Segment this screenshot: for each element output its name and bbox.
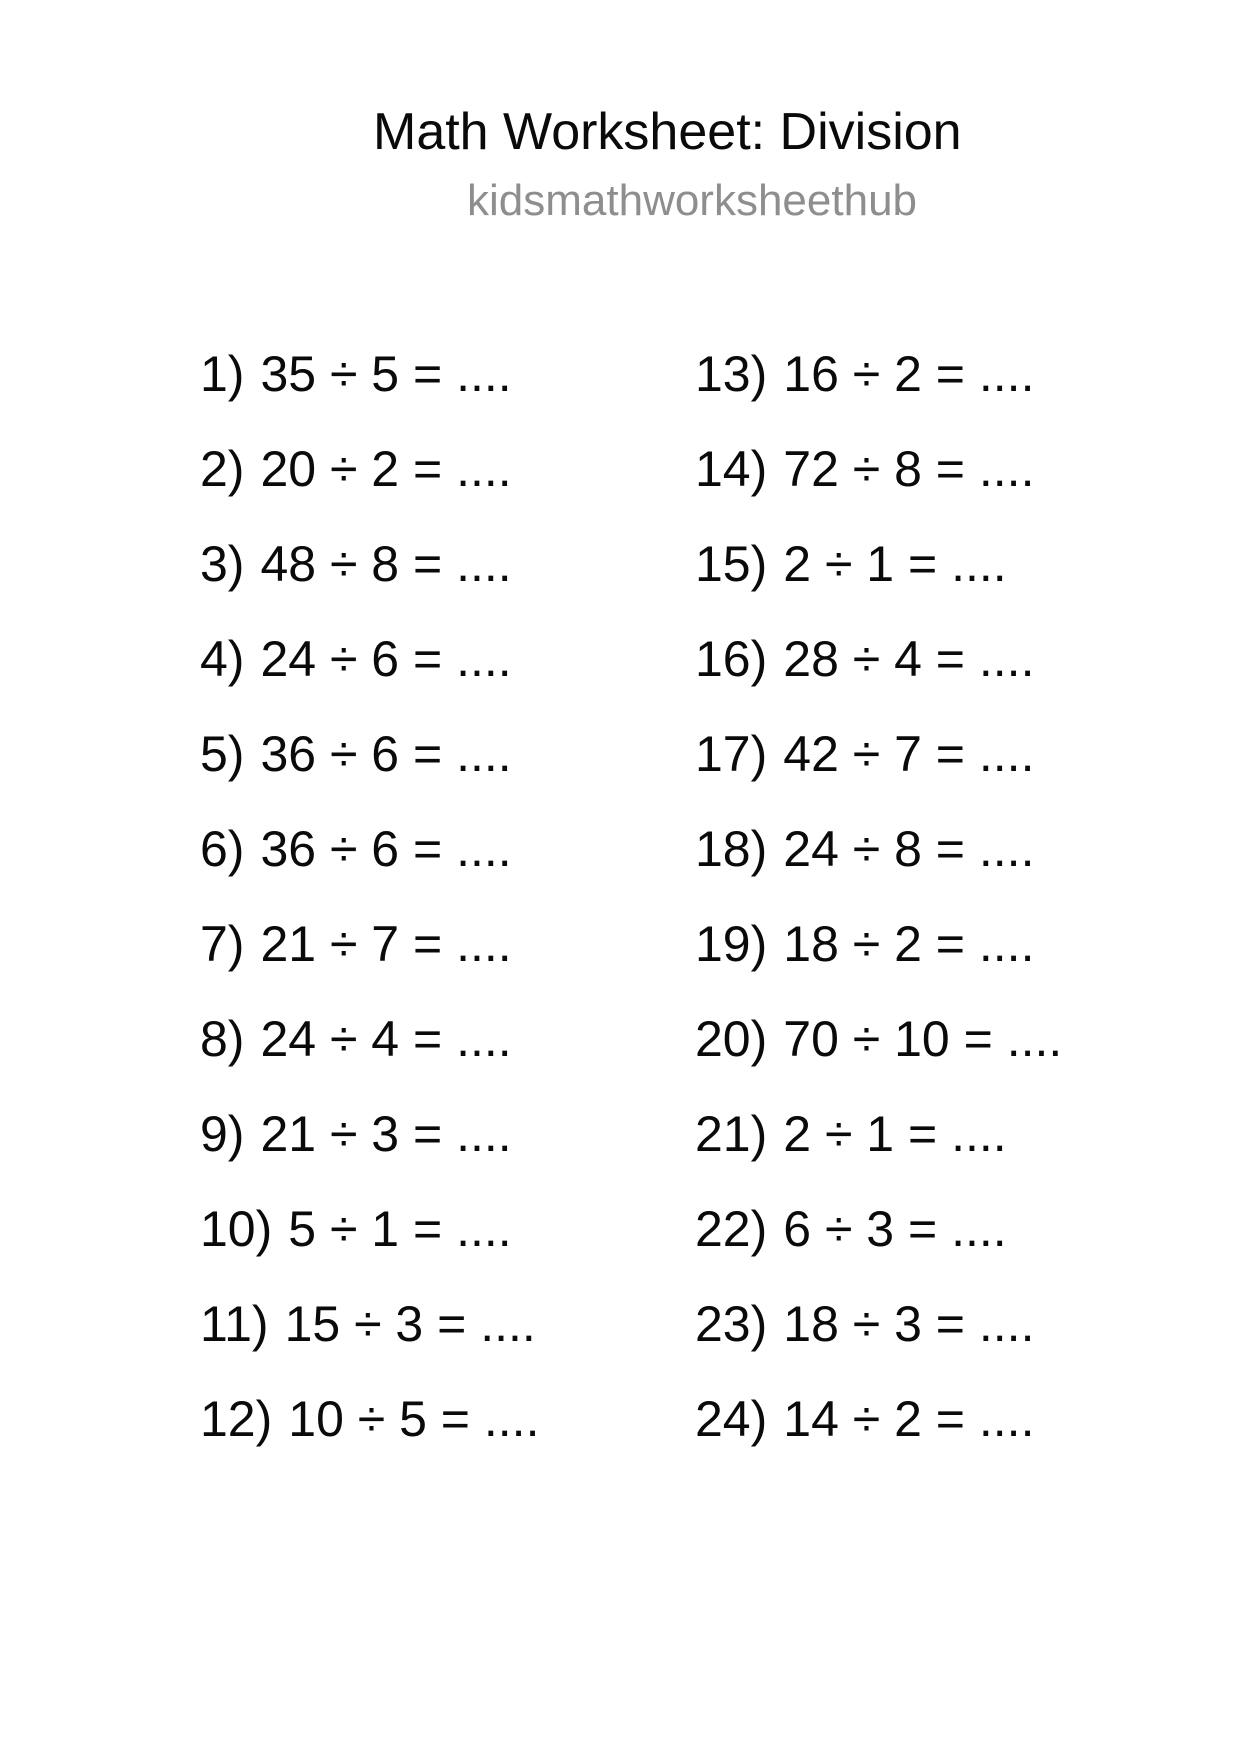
problem-row-5: [200, 706, 539, 801]
problem-expression: 21 ÷ 3 = ....: [260, 1105, 512, 1162]
problem-expression: 24 ÷ 6 = ....: [260, 630, 512, 687]
problem-row-14: [695, 421, 1062, 516]
problem-row-13: [695, 326, 1062, 421]
problem-expression: 18 ÷ 2 = ....: [783, 915, 1035, 972]
problem-row-18: [695, 801, 1062, 896]
problem-row-7: [200, 896, 539, 991]
problem-expression: 24 ÷ 4 = ....: [260, 1010, 512, 1067]
problem-expression: 18 ÷ 3 = ....: [783, 1295, 1035, 1352]
problem-number: 6): [200, 820, 245, 877]
problem-number: 2): [200, 440, 245, 497]
problem-number: 4): [200, 630, 245, 687]
page-title: Math Worksheet: Division: [373, 103, 962, 161]
problem-row-8: [200, 991, 539, 1086]
problem-number: 22): [695, 1200, 768, 1257]
problem-expression: 2 ÷ 1 = ....: [783, 535, 1007, 592]
problem-expression: 70 ÷ 10 = ....: [783, 1010, 1063, 1067]
problem-row-4: [200, 611, 539, 706]
problems-column-left: [200, 326, 539, 1466]
problem-row-23: [695, 1276, 1062, 1371]
problem-expression: 35 ÷ 5 = ....: [260, 345, 512, 402]
problem-row-12: [200, 1371, 539, 1466]
problem-expression: 5 ÷ 1 = ....: [288, 1200, 512, 1257]
problem-row-20: [695, 991, 1062, 1086]
problem-row-22: [695, 1181, 1062, 1276]
problem-number: 1): [200, 345, 245, 402]
problem-number: 17): [695, 725, 768, 782]
problem-expression: 36 ÷ 6 = ....: [260, 725, 512, 782]
problem-row-15: [695, 516, 1062, 611]
problem-row-2: [200, 421, 539, 516]
page-subtitle: kidsmathworksheethub: [467, 176, 918, 225]
problem-number: 18): [695, 820, 768, 877]
problem-row-6: [200, 801, 539, 896]
problem-number: 11): [200, 1295, 269, 1352]
problem-expression: 72 ÷ 8 = ....: [783, 440, 1035, 497]
problem-number: 9): [200, 1105, 245, 1162]
problem-number: 3): [200, 535, 245, 592]
problem-row-21: [695, 1086, 1062, 1181]
problem-number: 5): [200, 725, 245, 782]
problem-expression: 42 ÷ 7 = ....: [783, 725, 1035, 782]
problem-row-10: [200, 1181, 539, 1276]
problem-expression: 14 ÷ 2 = ....: [783, 1390, 1035, 1447]
problem-number: 7): [200, 915, 245, 972]
problem-number: 13): [695, 345, 768, 402]
problem-number: 23): [695, 1295, 768, 1352]
problem-number: 8): [200, 1010, 245, 1067]
problem-number: 19): [695, 915, 768, 972]
problem-number: 24): [695, 1390, 768, 1447]
problem-number: 10): [200, 1200, 273, 1257]
problem-expression: 21 ÷ 7 = ....: [260, 915, 512, 972]
problem-expression: 28 ÷ 4 = ....: [783, 630, 1035, 687]
problem-number: 12): [200, 1390, 273, 1447]
problem-row-19: [695, 896, 1062, 991]
problem-row-16: [695, 611, 1062, 706]
problem-row-17: [695, 706, 1062, 801]
problem-row-1: [200, 326, 539, 421]
problem-number: 21): [695, 1105, 768, 1162]
problem-row-24: [695, 1371, 1062, 1466]
problem-number: 16): [695, 630, 768, 687]
problem-expression: 48 ÷ 8 = ....: [260, 535, 512, 592]
problem-expression: 24 ÷ 8 = ....: [783, 820, 1035, 877]
problem-number: 14): [695, 440, 768, 497]
problem-number: 20): [695, 1010, 768, 1067]
problem-expression: 16 ÷ 2 = ....: [783, 345, 1035, 402]
problem-row-9: [200, 1086, 539, 1181]
problems-column-right: [695, 326, 1062, 1466]
problem-expression: 36 ÷ 6 = ....: [260, 820, 512, 877]
problem-expression: 20 ÷ 2 = ....: [260, 440, 512, 497]
problem-expression: 6 ÷ 3 = ....: [783, 1200, 1007, 1257]
problem-row-3: [200, 516, 539, 611]
problem-expression: 15 ÷ 3 = ....: [284, 1295, 536, 1352]
problem-number: 15): [695, 535, 768, 592]
problem-expression: 10 ÷ 5 = ....: [288, 1390, 540, 1447]
problem-expression: 2 ÷ 1 = ....: [783, 1105, 1007, 1162]
problem-row-11: [200, 1276, 539, 1371]
